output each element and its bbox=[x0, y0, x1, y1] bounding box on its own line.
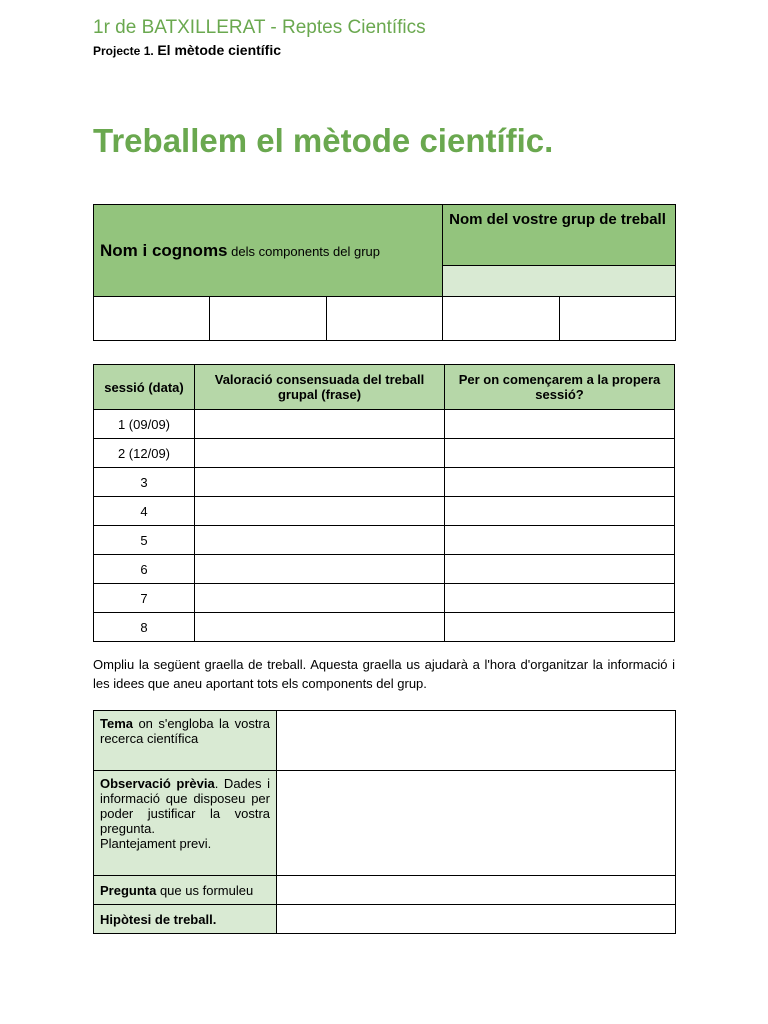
propera-cell[interactable] bbox=[445, 439, 675, 468]
pregunta-rest: que us formuleu bbox=[156, 882, 254, 898]
name-label-rest: dels components del grup bbox=[231, 243, 381, 259]
name-label-cell bbox=[94, 205, 443, 297]
header-propera: Per on començarem a la propera sessió? bbox=[445, 365, 675, 410]
propera-cell[interactable] bbox=[445, 613, 675, 642]
valoracio-cell[interactable] bbox=[195, 468, 445, 497]
member-cell-1[interactable] bbox=[94, 297, 210, 341]
valoracio-cell[interactable] bbox=[195, 584, 445, 613]
header-session: sessió (data) bbox=[94, 365, 195, 410]
propera-cell[interactable] bbox=[445, 555, 675, 584]
hipotesi-field[interactable] bbox=[277, 905, 676, 934]
member-cell-3[interactable] bbox=[326, 297, 442, 341]
group-name-label: Nom del vostre grup de treball bbox=[443, 205, 676, 266]
observacio-extra: Plantejament previ. bbox=[100, 836, 212, 851]
propera-cell[interactable] bbox=[445, 468, 675, 497]
work-table bbox=[93, 710, 676, 934]
observacio-field[interactable] bbox=[277, 771, 676, 876]
group-name-field[interactable] bbox=[443, 266, 676, 297]
tema-label bbox=[94, 711, 277, 771]
session-label: 1 (09/09) bbox=[94, 410, 195, 439]
valoracio-cell[interactable] bbox=[195, 526, 445, 555]
valoracio-cell[interactable] bbox=[195, 410, 445, 439]
project-subheader bbox=[93, 42, 281, 58]
course-header: 1r de BATXILLERAT - Reptes Científics bbox=[93, 17, 426, 38]
hipotesi-bold: Hipòtesi de treball. bbox=[100, 911, 217, 927]
project-name: El mètode científic bbox=[157, 42, 282, 58]
pregunta-bold: Pregunta bbox=[100, 882, 157, 898]
propera-cell[interactable] bbox=[445, 584, 675, 613]
valoracio-cell[interactable] bbox=[195, 497, 445, 526]
page-title: Treballem el mètode científic. bbox=[93, 122, 554, 159]
hipotesi-label bbox=[94, 905, 277, 934]
name-label-bold: Nom i cognoms bbox=[100, 240, 228, 260]
observacio-label bbox=[94, 771, 277, 876]
member-cell-2[interactable] bbox=[210, 297, 326, 341]
tema-bold: Tema bbox=[100, 716, 133, 731]
valoracio-cell[interactable] bbox=[195, 613, 445, 642]
session-label: 5 bbox=[94, 526, 195, 555]
propera-cell[interactable] bbox=[445, 526, 675, 555]
observacio-rest: . Dades i informació que disposeu per poder justificar la vostra pregunta. bbox=[100, 776, 270, 836]
propera-cell[interactable] bbox=[445, 410, 675, 439]
session-label: 4 bbox=[94, 497, 195, 526]
session-label: 6 bbox=[94, 555, 195, 584]
header-valoracio: Valoració consensuada del treball grupal (frase) bbox=[195, 365, 445, 410]
valoracio-cell[interactable] bbox=[195, 555, 445, 584]
pregunta-label bbox=[94, 876, 277, 905]
propera-cell[interactable] bbox=[445, 497, 675, 526]
tema-rest: on s'engloba la vostra recerca científica bbox=[100, 716, 270, 746]
session-label: 7 bbox=[94, 584, 195, 613]
member-cell-5[interactable] bbox=[559, 297, 675, 341]
observacio-bold: Observació prèvia bbox=[100, 776, 215, 791]
session-label: 3 bbox=[94, 468, 195, 497]
sessions-table bbox=[93, 364, 675, 642]
tema-field[interactable] bbox=[277, 711, 676, 771]
valoracio-cell[interactable] bbox=[195, 439, 445, 468]
session-label: 2 (12/09) bbox=[94, 439, 195, 468]
session-label: 8 bbox=[94, 613, 195, 642]
instructions-paragraph: Ompliu la següent graella de treball. Aquesta graella us ajudarà a l'hora d'organitzar la informació i les idees que aneu aportant tots els components del grup. bbox=[93, 657, 675, 691]
pregunta-field[interactable] bbox=[277, 876, 676, 905]
group-table bbox=[93, 204, 676, 341]
member-cell-4[interactable] bbox=[443, 297, 559, 341]
project-prefix: Projecte 1. bbox=[93, 44, 154, 58]
